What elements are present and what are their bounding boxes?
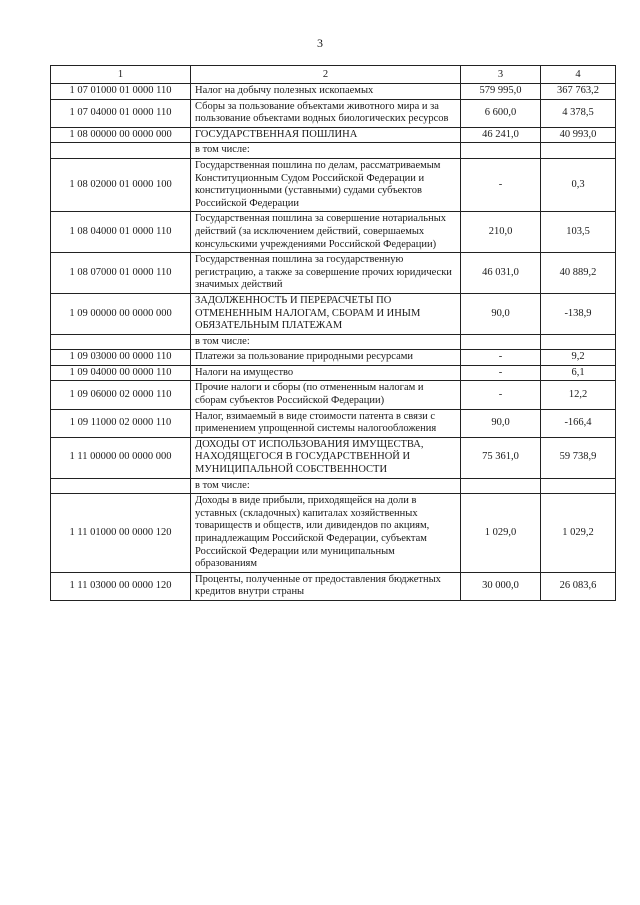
item-name-cell: Платежи за пользование природными ресурсами (191, 350, 461, 366)
value-col4-cell: 59 738,9 (541, 437, 616, 478)
value-col3-cell: 30 000,0 (461, 572, 541, 600)
value-col4-cell: 0,3 (541, 158, 616, 211)
value-col3-cell: - (461, 381, 541, 409)
item-name-cell: Налог, взимаемый в виде стоимости патента в связи с применением упрощенной системы налогообложения (191, 409, 461, 437)
value-col3-cell (461, 478, 541, 494)
item-name-cell: Государственная пошлина по делам, рассматриваемым Конституционным Судом Российской Федерации и конституционными (уставными) судами субъектов Российской Федерации (191, 158, 461, 211)
subheading-row (51, 478, 616, 494)
value-col4-cell: 4 378,5 (541, 99, 616, 127)
value-col4-cell: 367 763,2 (541, 84, 616, 100)
budget-code-cell (51, 334, 191, 350)
budget-code-cell (51, 143, 191, 159)
header-cell-1: 1 (51, 66, 191, 84)
table-row (51, 293, 616, 334)
value-col3-cell: 1 029,0 (461, 494, 541, 573)
value-col4-cell: 1 029,2 (541, 494, 616, 573)
budget-code-cell: 1 09 00000 00 0000 000 (51, 293, 191, 334)
item-name-cell: в том числе: (191, 478, 461, 494)
table-row (51, 84, 616, 100)
table-row (51, 494, 616, 573)
budget-code-cell: 1 11 00000 00 0000 000 (51, 437, 191, 478)
header-cell-3: 3 (461, 66, 541, 84)
table-row (51, 253, 616, 294)
value-col4-cell: 12,2 (541, 381, 616, 409)
budget-code-cell: 1 09 11000 02 0000 110 (51, 409, 191, 437)
value-col3-cell (461, 334, 541, 350)
budget-code-cell: 1 09 03000 00 0000 110 (51, 350, 191, 366)
value-col4-cell: 6,1 (541, 365, 616, 381)
item-name-cell: ДОХОДЫ ОТ ИСПОЛЬЗОВАНИЯ ИМУЩЕСТВА, НАХОДЯЩЕГОСЯ В ГОСУДАРСТВЕННОЙ И МУНИЦИПАЛЬНОЙ СОБСТВЕННОСТИ (191, 437, 461, 478)
item-name-cell: Сборы за пользование объектами животного мира и за пользование объектами водных биологических ресурсов (191, 99, 461, 127)
table-row (51, 365, 616, 381)
item-name-cell: ЗАДОЛЖЕННОСТЬ И ПЕРЕРАСЧЕТЫ ПО ОТМЕНЕННЫМ НАЛОГАМ, СБОРАМ И ИНЫМ ОБЯЗАТЕЛЬНЫМ ПЛАТЕЖАМ (191, 293, 461, 334)
budget-code-cell: 1 08 04000 01 0000 110 (51, 212, 191, 253)
value-col4-cell: 40 889,2 (541, 253, 616, 294)
subheading-row (51, 334, 616, 350)
value-col3-cell (461, 143, 541, 159)
item-name-cell: Проценты, полученные от предоставления бюджетных кредитов внутри страны (191, 572, 461, 600)
value-col3-cell: 46 241,0 (461, 127, 541, 143)
budget-code-cell: 1 11 03000 00 0000 120 (51, 572, 191, 600)
table-row (51, 212, 616, 253)
value-col4-cell (541, 334, 616, 350)
value-col4-cell: -138,9 (541, 293, 616, 334)
table-row (51, 409, 616, 437)
value-col3-cell: 6 600,0 (461, 99, 541, 127)
value-col4-cell: 40 993,0 (541, 127, 616, 143)
table-row (51, 99, 616, 127)
value-col3-cell: 90,0 (461, 409, 541, 437)
budget-code-cell: 1 09 06000 02 0000 110 (51, 381, 191, 409)
value-col3-cell: 46 031,0 (461, 253, 541, 294)
value-col4-cell: 9,2 (541, 350, 616, 366)
budget-code-cell: 1 11 01000 00 0000 120 (51, 494, 191, 573)
table-header-row (51, 66, 616, 84)
item-name-cell: Государственная пошлина за совершение нотариальных действий (за исключением действий, совершаемых консульскими учреждениями Российской Федерации) (191, 212, 461, 253)
budget-code-cell: 1 08 07000 01 0000 110 (51, 253, 191, 294)
item-name-cell: ГОСУДАРСТВЕННАЯ ПОШЛИНА (191, 127, 461, 143)
item-name-cell: Доходы в виде прибыли, приходящейся на доли в уставных (складочных) капиталах хозяйственных товариществ и обществ, или дивидендов по акциям, принадлежащим Российской Федерации, субъектам Российской Федерации или муниципальным образованиям (191, 494, 461, 573)
budget-code-cell: 1 09 04000 00 0000 110 (51, 365, 191, 381)
table-row (51, 381, 616, 409)
item-name-cell: в том числе: (191, 143, 461, 159)
budget-code-cell: 1 08 02000 01 0000 100 (51, 158, 191, 211)
budget-code-cell: 1 08 00000 00 0000 000 (51, 127, 191, 143)
table-row (51, 572, 616, 600)
table-row (51, 158, 616, 211)
revenue-table (50, 65, 616, 601)
value-col3-cell: - (461, 158, 541, 211)
page-number: 3 (317, 36, 323, 50)
item-name-cell: Государственная пошлина за государственную регистрацию, а также за совершение прочих юридически значимых действий (191, 253, 461, 294)
header-cell-4: 4 (541, 66, 616, 84)
value-col3-cell: - (461, 350, 541, 366)
budget-code-cell (51, 478, 191, 494)
value-col4-cell (541, 478, 616, 494)
value-col3-cell: 579 995,0 (461, 84, 541, 100)
value-col4-cell: 103,5 (541, 212, 616, 253)
value-col3-cell: 90,0 (461, 293, 541, 334)
item-name-cell: Налоги на имущество (191, 365, 461, 381)
budget-code-cell: 1 07 04000 01 0000 110 (51, 99, 191, 127)
value-col4-cell: -166,4 (541, 409, 616, 437)
value-col4-cell (541, 143, 616, 159)
value-col3-cell: 75 361,0 (461, 437, 541, 478)
item-name-cell: в том числе: (191, 334, 461, 350)
item-name-cell: Налог на добычу полезных ископаемых (191, 84, 461, 100)
value-col4-cell: 26 083,6 (541, 572, 616, 600)
value-col3-cell: 210,0 (461, 212, 541, 253)
budget-code-cell: 1 07 01000 01 0000 110 (51, 84, 191, 100)
item-name-cell: Прочие налоги и сборы (по отмененным налогам и сборам субъектов Российской Федерации) (191, 381, 461, 409)
table-row (51, 437, 616, 478)
header-cell-2: 2 (191, 66, 461, 84)
value-col3-cell: - (461, 365, 541, 381)
table-row (51, 127, 616, 143)
table-row (51, 350, 616, 366)
subheading-row (51, 143, 616, 159)
